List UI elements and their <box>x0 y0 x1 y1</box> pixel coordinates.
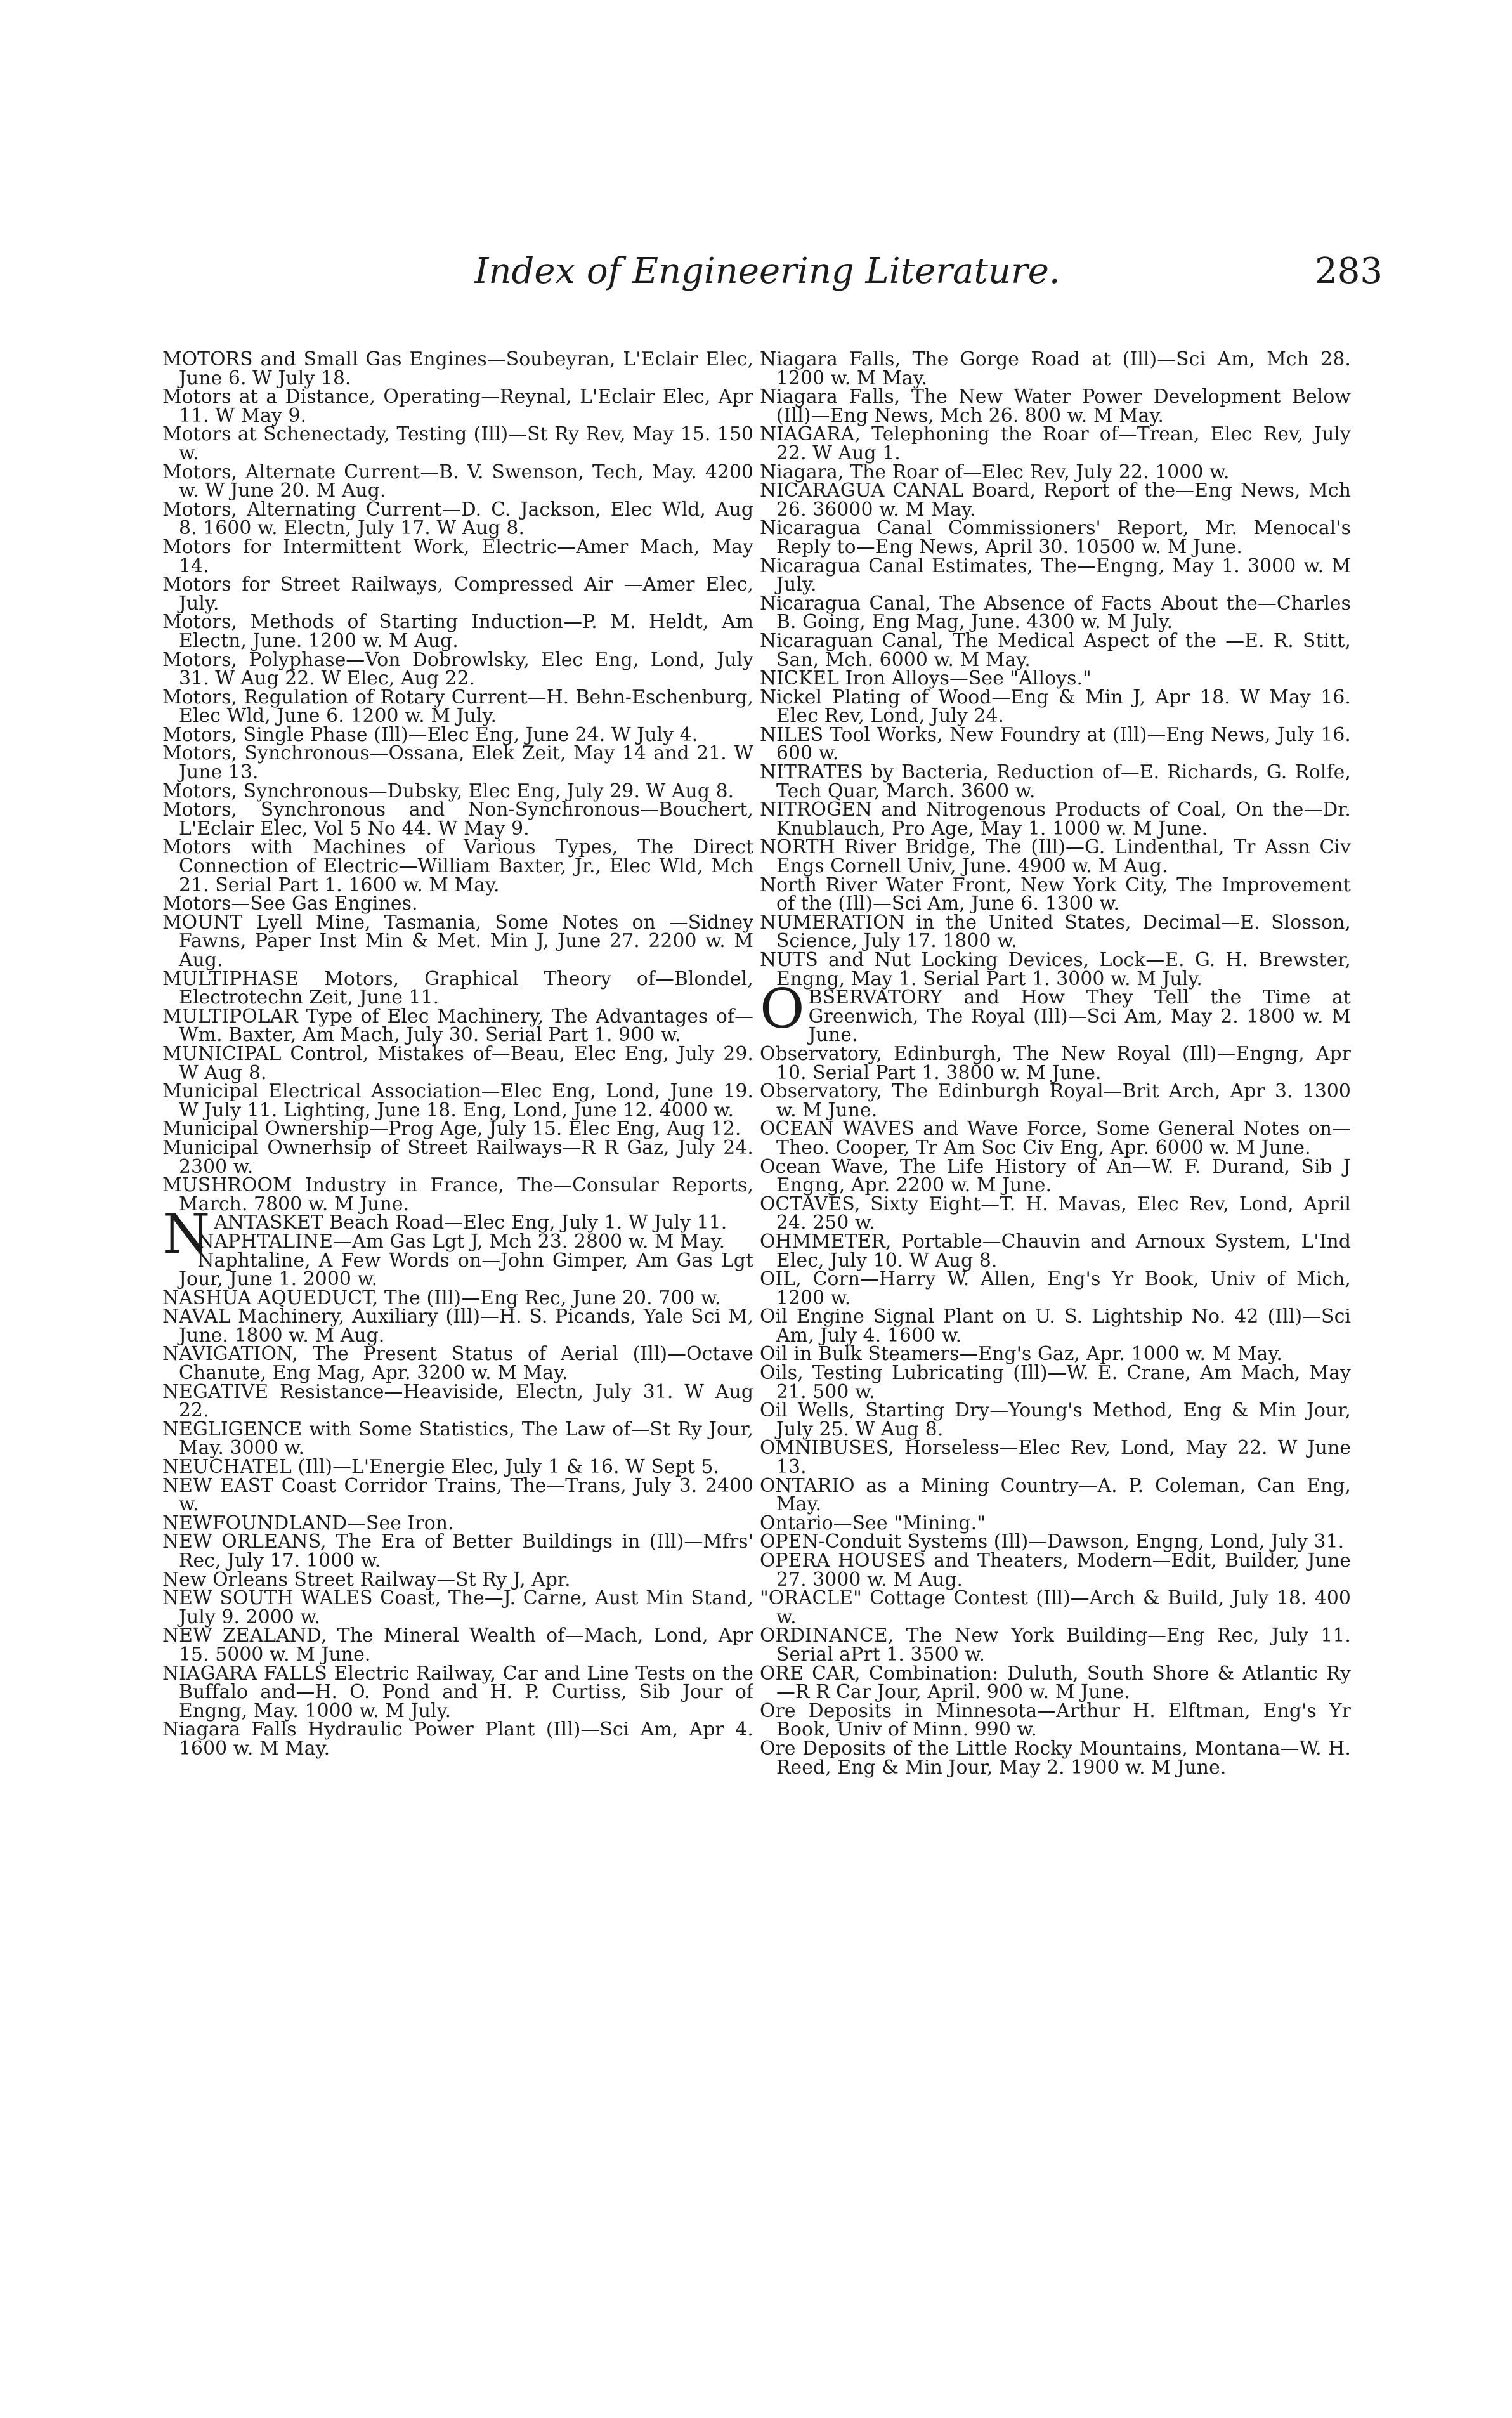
entry-text: Motors, Synchronous and Non-Synchronous—Bouchert, L'Eclair Elec, Vol 5 No 44. W May 9. <box>162 799 753 840</box>
index-entry <box>760 1514 1351 1533</box>
entry-text: NIAGARA FALLS Electric Railway, Car and Line Tests on the Buffalo and—H. O. Pond and H. P. Curtiss, Sib Jour of Engng, May. 1000 w. M July. <box>162 1662 753 1722</box>
entry-text: Ontario—See "Mining." <box>760 1512 986 1534</box>
entry-text: MUNICIPAL Control, Mistakes of—Beau, Elec Eng, July 29. W Aug 8. <box>162 1042 753 1084</box>
entry-text: NITROGEN and Nitrogenous Products of Coal, On the—Dr. Knublauch, Pro Age, May 1. 1000 w. M June. <box>760 799 1351 840</box>
index-entry <box>162 1720 753 1758</box>
index-entry <box>162 1136 753 1178</box>
entry-text: Municipal Ownership—Prog Age, July 15. Elec Eng, Aug 12. <box>162 1118 741 1140</box>
index-entry <box>760 519 1351 556</box>
index-entry <box>760 554 1351 596</box>
index-entry <box>760 1664 1351 1702</box>
entry-text: OIL, Corn—Harry W. Allen, Eng's Yr Book, Univ of Mich, 1200 w. <box>760 1268 1351 1309</box>
entry-text: Motors, Synchronous—Dubsky, Elec Eng, July 29. W Aug 8. <box>162 780 734 802</box>
entry-text: NEGLIGENCE with Some Statistics, The Law of—St Ry Jour, May. 3000 w. <box>162 1418 753 1460</box>
index-entry <box>760 1401 1351 1439</box>
entry-text: Nicaragua Canal Commissioners' Report, Mr. Menocal's Reply to—Eng News, April 30. 10500 w. M June. <box>760 517 1351 558</box>
entry-text: Motors for Intermittent Work, Electric—Amer Mach, May 14. <box>162 535 753 577</box>
index-entry <box>162 1343 753 1385</box>
entry-text: MULTIPHASE Motors, Graphical Theory of—Blondel, Electrotechn Zeit, June 11. <box>162 967 753 1009</box>
entry-text: Municipal Ownerhsip of Street Railways—R R Gaz, July 24. 2300 w. <box>162 1136 753 1178</box>
entry-text: ORDINANCE, The New York Building—Eng Rec, July 11. Serial aPrt 1. 3500 w. <box>760 1624 1351 1666</box>
index-entry <box>162 1532 753 1570</box>
index-entry <box>162 1458 753 1477</box>
index-entry <box>760 1699 1351 1741</box>
entry-text: Motors for Street Railways, Compressed Air —Amer Elec, July. <box>162 573 753 615</box>
index-entry <box>162 500 753 538</box>
entry-text: Motors, Alternate Current—B. V. Swenson, Tech, May. 4200 w. W June 20. M Aug. <box>162 461 753 502</box>
index-entry <box>162 1251 753 1289</box>
entry-text: NEW EAST Coast Corridor Trains, The—Trans, July 3. 2400 w. <box>162 1474 753 1516</box>
index-entry <box>760 1532 1351 1552</box>
index-entry <box>760 594 1351 632</box>
entry-text: Motors, Single Phase (Ill)—Elec Eng, June 24. W July 4. <box>162 723 698 746</box>
entry-text: NASHUA AQUEDUCT, The (Ill)—Eng Rec, June 20. 700 w. <box>162 1286 721 1309</box>
index-entry <box>162 782 753 801</box>
entry-text: NICARAGUA CANAL Board, Report of the—Eng News, Mch 26. 36000 w. M May. <box>760 480 1351 521</box>
index-entry <box>162 1307 753 1345</box>
index-entry <box>760 1739 1351 1777</box>
entry-text: Nickel Plating of Wood—Eng & Min J, Apr 18. W May 16. Elec Rev, Lond, July 24. <box>760 686 1351 728</box>
entry-text: Motors, Methods of Starting Induction—P. M. Heldt, Am Electn, June. 1200 w. M Aug. <box>162 611 753 652</box>
entry-text: Oils, Testing Lubricating (Ill)—W. E. Crane, Am Mach, May 21. 500 w. <box>760 1362 1351 1403</box>
entry-text: NUTS and Nut Locking Devices, Lock—E. G. H. Brewster, Engng, May 1. Serial Part 1. 3000 w. M July. <box>760 949 1351 990</box>
entry-text: Motors with Machines of Various Types, The Direct Connection of Electric—William Baxter, Jr., Elec Wld, Mch 21. Serial Part 1. 1600 w. M May. <box>162 836 753 896</box>
entry-text: ORE CAR, Combination: Duluth, South Shore & Atlantic Ry—R R Car Jour, April. 900 w. M June. <box>760 1662 1351 1704</box>
index-entry <box>760 1437 1351 1479</box>
running-title: Index of Engineering Literature. <box>474 251 1060 292</box>
entry-text: OCEAN WAVES and Wave Force, Some General Notes on—Theo. Cooper, Tr Am Soc Civ Eng, Apr. 6000 w. M June. <box>760 1118 1351 1159</box>
index-entry <box>162 913 753 970</box>
index-entry <box>162 1568 753 1591</box>
index-entry <box>760 1120 1351 1157</box>
index-entry <box>162 801 753 838</box>
entry-text: NEW SOUTH WALES Coast, The—J. Carne, Aust Min Stand, July 9. 2000 w. <box>162 1587 753 1628</box>
index-entry <box>760 1232 1351 1270</box>
entry-text: NEUCHATEL (Ill)—L'Energie Elec, July 1 & 16. W Sept 5. <box>162 1456 720 1479</box>
entry-text: Observatory, The Edinburgh Royal—Brit Arch, Apr 3. 1300 w. M June. <box>760 1080 1351 1121</box>
entry-text: OMNIBUSES, Horseless—Elec Rev, Lond, May 22. W June 13. <box>760 1437 1351 1479</box>
entry-text: MULTIPOLAR Type of Elec Machinery, The Advantages of—Wm. Baxter, Am Mach, July 30. Serial Part 1. 900 w. <box>162 1005 753 1047</box>
entry-text: Nicaragua Canal Estimates, The—Engng, May 1. 3000 w. M July. <box>760 554 1351 596</box>
entry-text: MUSHROOM Industry in France, The—Consular Reports, March. 7800 w. M June. <box>162 1174 753 1215</box>
index-entry <box>760 873 1351 915</box>
index-entry <box>760 669 1351 688</box>
index-entry <box>760 1364 1351 1401</box>
index-entry <box>162 1232 753 1251</box>
index-entry <box>760 763 1351 801</box>
index-entry <box>162 838 753 894</box>
entry-text: Municipal Electrical Association—Elec Eng, Lond, June 19. W July 11. Lighting, June 18. Eng, Lond, June 12. 4000 w. <box>162 1080 753 1121</box>
entry-text: BSERVATORY and How They Tell the Time at Greenwich, The Royal (Ill)—Sci Am, May 2. 1800 w. M June. <box>808 986 1351 1047</box>
index-entry <box>162 688 753 726</box>
index-entry <box>162 1380 753 1422</box>
index-entry <box>162 425 753 462</box>
index-entry <box>760 629 1351 671</box>
entry-text: Niagara Falls, The New Water Power Development Below (Ill)—Eng News, Mch 26. 800 w. M May. <box>760 386 1351 427</box>
index-entry <box>162 1120 753 1139</box>
index-entry <box>162 1514 753 1533</box>
index-entry <box>162 1589 753 1626</box>
entry-text: NUMERATION in the United States, Decimal—E. Slosson, Science, July 17. 1800 w. <box>760 911 1351 953</box>
entry-text: Oil Engine Signal Plant on U. S. Lightship No. 42 (Ill)—Sci Am, July 4. 1600 w. <box>760 1305 1351 1347</box>
index-entry <box>760 1195 1351 1232</box>
index-entry <box>162 742 753 784</box>
index-entry <box>162 575 753 613</box>
index-entry <box>760 801 1351 838</box>
index-entry <box>162 388 753 425</box>
index-entry <box>162 648 753 690</box>
entry-text: OCTAVES, Sixty Eight—T. H. Mavas, Elec Rev, Lond, April 24. 250 w. <box>760 1193 1351 1234</box>
index-entry <box>760 977 1351 1047</box>
entry-text: NAVAL Machinery, Auxiliary (Ill)—H. S. Picands, Yale Sci M, June. 1800 w. M Aug. <box>162 1305 753 1347</box>
entry-text: OPERA HOUSES and Theaters, Modern—Edit, Builder, June 27. 3000 w. M Aug. <box>760 1550 1351 1591</box>
index-entry <box>760 913 1351 951</box>
index-entry <box>162 1286 753 1309</box>
index-entry <box>162 1176 753 1213</box>
entry-text: NEWFOUNDLAND—See Iron. <box>162 1512 454 1534</box>
index-entry <box>760 1270 1351 1307</box>
entry-text: Motors, Synchronous—Ossana, Elek Zeit, May 14 and 21. W June 13. <box>162 742 753 784</box>
entry-text: Oil in Bulk Steamers—Eng's Gaz, Apr. 1000 w. M May. <box>760 1343 1282 1366</box>
entry-text: Nicaragua Canal, The Absence of Facts About the—Charles B. Going, Eng Mag, June. 4300 w. M July. <box>760 592 1351 634</box>
index-entry <box>162 1474 753 1516</box>
index-entry <box>162 1626 753 1664</box>
entry-text: Niagara, The Roar of—Elec Rev, July 22. 1000 w. <box>760 461 1230 483</box>
entry-text: NEW ZEALAND, The Mineral Wealth of—Mach, Lond, Apr 15. 5000 w. M June. <box>162 1624 753 1666</box>
entry-text: Motors—See Gas Engines. <box>162 892 418 915</box>
index-entry <box>162 1664 753 1721</box>
index-entry <box>760 388 1351 425</box>
entry-text: MOUNT Lyell Mine, Tasmania, Some Notes on —Sidney Fawns, Paper Inst Min & Met. Min J, June 27. 2200 w. M Aug. <box>162 911 753 971</box>
entry-text: New Orleans Street Railway—St Ry J, Apr. <box>162 1568 571 1591</box>
entry-text: MOTORS and Small Gas Engines—Soubeyran, L'Eclair Elec, June 6. W July 18. <box>162 350 753 389</box>
index-entry <box>760 836 1351 878</box>
entry-text: NILES Tool Works, New Foundry at (Ill)—Eng News, July 16. 600 w. <box>760 723 1351 765</box>
index-entry <box>760 463 1351 482</box>
entry-text: OHMMETER, Portable—Chauvin and Arnoux System, L'Ind Elec, July 10. W Aug 8. <box>760 1230 1351 1272</box>
index-entry <box>162 1082 753 1120</box>
entry-text: NITRATES by Bacteria, Reduction of—E. Richards, G. Rolfe, Tech Quar, March. 3600 w. <box>760 761 1351 802</box>
index-entry <box>760 1042 1351 1084</box>
index-entry <box>760 1626 1351 1664</box>
index-entry <box>162 613 753 650</box>
index-entry <box>760 350 1351 388</box>
entry-text: Ore Deposits in Minnesota—Arthur H. Elftman, Eng's Yr Book, Univ of Minn. 990 w. <box>760 1699 1351 1741</box>
entry-text: Motors, Polyphase—Von Dobrowlsky, Elec Eng, Lond, July 31. W Aug 22. W Elec, Aug 22. <box>162 648 753 690</box>
index-entry <box>162 1420 753 1458</box>
entry-text: Nicaraguan Canal, The Medical Aspect of the —E. R. Stitt, San, Mch. 6000 w. M May. <box>760 629 1351 671</box>
index-entry <box>760 1552 1351 1589</box>
index-entry <box>760 425 1351 462</box>
page-number: 283 <box>1315 251 1383 292</box>
entry-text: "ORACLE" Cottage Contest (Ill)—Arch & Build, July 18. 400 w. <box>760 1587 1351 1628</box>
index-entry <box>162 350 753 388</box>
entry-text: Observatory, Edinburgh, The New Royal (Ill)—Engng, Apr 10. Serial Part 1. 3800 w. M June. <box>760 1042 1351 1084</box>
entry-text: Motors at a Distance, Operating—Reynal, L'Eclair Elec, Apr 11. W May 9. <box>162 386 753 427</box>
entry-text: OPEN-Conduit Systems (Ill)—Dawson, Engng, Lond, July 31. <box>760 1531 1345 1553</box>
entry-text: ANTASKET Beach Road—Elec Eng, July 1. W July 11. <box>214 1212 727 1234</box>
entry-text: NICKEL Iron Alloys—See "Alloys." <box>760 667 1092 690</box>
index-entry <box>760 1474 1351 1516</box>
index-entry <box>760 723 1351 765</box>
index-entry <box>162 1042 753 1084</box>
drop-cap: O <box>760 977 805 1042</box>
entry-text: Ocean Wave, The Life History of An—W. F. Durand, Sib J Engng, Apr. 2200 w. M June. <box>760 1155 1351 1197</box>
drop-cap: N <box>162 1203 211 1267</box>
index-entry <box>162 723 753 746</box>
index-entry <box>760 1589 1351 1626</box>
entry-text: NAVIGATION, The Present Status of Aerial (Ill)—Octave Chanute, Eng Mag, Apr. 3200 w. M May. <box>162 1343 753 1385</box>
entry-text: North River Water Front, New York City, The Improvement of the (Ill)—Sci Am, June 6. 1300 w. <box>760 873 1351 915</box>
entry-text: NEW ORLEANS, The Era of Better Buildings in (Ill)—Mfrs' Rec, July 17. 1000 w. <box>162 1531 753 1572</box>
index-entry <box>760 1345 1351 1364</box>
entry-text: NAPHTALINE—Am Gas Lgt J, Mch 23. 2800 w. M May. <box>197 1230 726 1253</box>
entry-text: NIAGARA, Telephoning the Roar of—Trean, Elec Rev, July 22. W Aug 1. <box>760 423 1351 464</box>
index-entry <box>162 463 753 500</box>
entry-text: Naphtaline, A Few Words on—John Gimper, Am Gas Lgt Jour, June 1. 2000 w. <box>179 1249 753 1291</box>
entry-text: ONTARIO as a Mining Country—A. P. Coleman, Can Eng, May. <box>760 1474 1351 1516</box>
entry-text: Motors at Schenectady, Testing (Ill)—St Ry Rev, May 15. 150 w. <box>162 423 753 464</box>
index-entry <box>760 951 1351 988</box>
entry-text: Motors, Alternating Current—D. C. Jackson, Elec Wld, Aug 8. 1600 w. Electn, July 17. W Aug 8. <box>162 498 753 540</box>
index-entry <box>162 967 753 1009</box>
right-column <box>760 350 1351 2304</box>
entry-text: Oil Wells, Starting Dry—Young's Method, Eng & Min Jour, July 25. W Aug 8. <box>760 1399 1351 1441</box>
index-entry <box>760 1307 1351 1345</box>
entry-text: Motors, Regulation of Rotary Current—H. Behn-Eschenburg, Elec Wld, June 6. 1200 w. M July. <box>162 686 753 728</box>
entry-text: Ore Deposits of the Little Rocky Mountains, Montana—W. H. Reed, Eng & Min Jour, May 2. 1900 w. M June. <box>760 1737 1351 1779</box>
entry-text: Niagara Falls, The Gorge Road at (Ill)—Sci Am, Mch 28. 1200 w. M May. <box>760 350 1351 389</box>
entry-text: Niagara Falls Hydraulic Power Plant (Ill)—Sci Am, Apr 4. 1600 w. M May. <box>162 1718 753 1760</box>
index-entry <box>760 688 1351 726</box>
index-entry <box>760 1155 1351 1197</box>
index-entry <box>760 1082 1351 1120</box>
index-entry <box>162 894 753 913</box>
entry-text: NORTH River Bridge, The (Ill)—G. Lindenthal, Tr Assn Civ Engs Cornell Univ, June. 4900 w. M Aug. <box>760 836 1351 878</box>
index-entry <box>760 481 1351 519</box>
page-header <box>152 246 1383 297</box>
entry-text: NEGATIVE Resistance—Heaviside, Electn, July 31. W Aug 22. <box>162 1380 753 1422</box>
left-column <box>162 350 753 2304</box>
index-entry <box>162 535 753 577</box>
index-entry <box>162 1007 753 1045</box>
